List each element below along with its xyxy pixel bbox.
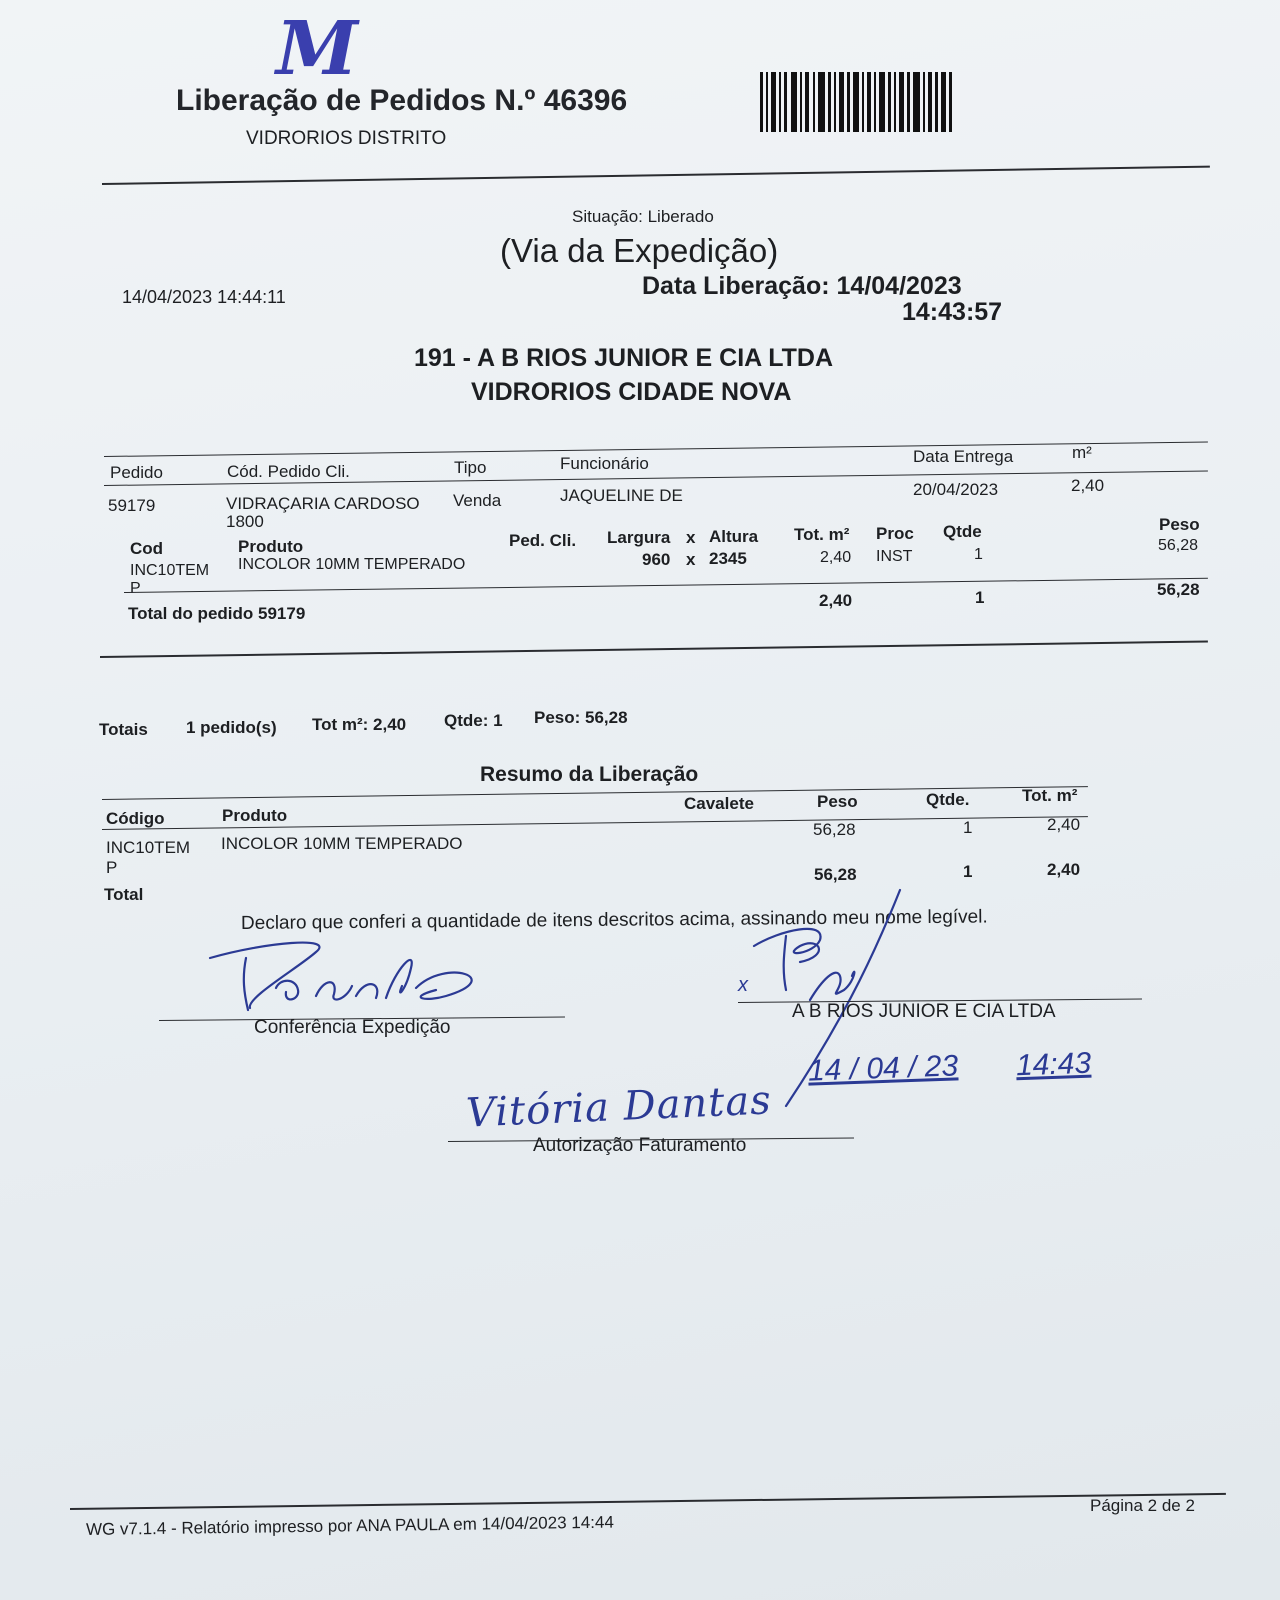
order-funcionario: JAQUELINE DE [560,486,683,505]
resumo-col-peso: Peso [817,792,858,811]
resumo-col-cavalete: Cavalete [684,794,754,813]
data-liberacao-time: 14:43:57 [902,298,1003,326]
company-label: A B RIOS JUNIOR E CIA LTDA [792,1001,1056,1022]
client-store: VIDRORIOS CIDADE NOVA [471,378,792,406]
order-total-qtde: 1 [975,588,985,607]
situacao-status: Situação: Liberado [572,207,714,226]
col-header-ped-cli: Ped. Cli. [509,531,577,550]
conferencia-signature [206,938,506,1018]
footer-report-info: WG v7.1.4 - Relatório impresso por ANA PAULA em 14/04/2023 14:44 [85,1512,614,1539]
logo-letter: M [276,6,354,92]
totals-pedidos: 1 pedido(s) [186,718,277,737]
resumo-row-codigo: INC10TEM [106,838,191,857]
item-produto: INCOLOR 10MM TEMPERADO [238,556,466,573]
resumo-total-label: Total [104,885,144,904]
col-header-m2: m² [1072,443,1092,462]
col-header-altura: Altura [709,527,759,546]
totals-qtde: Qtde: 1 [444,711,503,730]
footer-rule [70,1493,1226,1510]
resumo-row-peso: 56,28 [813,820,856,839]
col-header-qtde: Qtde [943,522,982,541]
order-cod-pedido-cli: VIDRAÇARIA CARDOSO [226,494,420,513]
totals-label: Totais [99,720,148,739]
autorizacao-label: Autorização Faturamento [533,1135,747,1156]
col-header-peso: Peso [1159,515,1200,534]
order-pedido: 59179 [108,496,156,515]
item-tot-m2: 2,40 [820,549,852,566]
resumo-total-peso: 56,28 [814,865,857,884]
header-rule [102,166,1210,185]
item-cod: INC10TEM [130,562,210,579]
col-header-tot-m2: Tot. m² [794,525,850,544]
footer-page-number: Página 2 de 2 [1090,1496,1195,1515]
print-datetime: 14/04/2023 14:44:11 [122,287,286,307]
document-subtitle: VIDRORIOS DISTRITO [246,128,447,149]
col-header-tipo: Tipo [454,458,487,477]
handwritten-x-mark: x [738,974,748,996]
resumo-col-produto: Produto [222,806,288,825]
handwritten-time: 14:43 [1015,1046,1092,1083]
company-logo [276,6,354,92]
col-header-x: x [686,528,696,547]
order-tipo: Venda [453,491,502,510]
order-total-m2: 2,40 [819,591,853,610]
autorizacao-signature: Vitória Dantas [465,1077,773,1137]
item-cod-cont: P [130,580,141,597]
col-header-largura: Largura [607,528,671,547]
item-qtde: 1 [974,546,983,563]
order-m2: 2,40 [1071,476,1105,495]
item-peso: 56,28 [1158,537,1199,554]
order-total-label: Total do pedido 59179 [128,604,306,623]
col-header-produto: Produto [238,537,304,556]
resumo-total-qtde: 1 [963,862,973,881]
resumo-row-codigo-cont: P [106,858,118,877]
col-header-cod: Cod [130,539,164,558]
item-x: x [686,550,696,569]
order-total-rule [124,578,1208,593]
client-name: 191 - A B RIOS JUNIOR E CIA LTDA [414,344,834,372]
barcode [760,72,956,134]
item-altura: 2345 [709,549,747,568]
totals-peso: Peso: 56,28 [534,708,628,727]
resumo-col-codigo: Código [106,809,165,828]
document-title: Liberação de Pedidos N.º 46396 [176,84,628,117]
resumo-col-tot-m2: Tot. m² [1022,786,1078,805]
conferencia-label: Conferência Expedição [254,1017,451,1038]
order-data-entrega: 20/04/2023 [913,480,999,499]
handwritten-date: 14 / 04 / 23 [807,1049,959,1088]
resumo-title: Resumo da Liberação [480,763,699,786]
order-table-top-rule [104,442,1208,457]
col-header-pedido: Pedido [110,463,163,482]
resumo-total-tot-m2: 2,40 [1047,860,1081,879]
resumo-row-produto: INCOLOR 10MM TEMPERADO [221,834,463,853]
declaration-text: Declaro que conferi a quantidade de itens descritos acima, assinando meu nome legível. [240,906,988,934]
order-total-peso: 56,28 [1157,580,1200,599]
item-proc: INST [876,548,913,565]
data-liberacao [642,272,962,301]
data-liberacao-date: 14/04/2023 [836,272,962,300]
col-header-proc: Proc [876,524,914,543]
data-liberacao-label: Data Liberação: [642,272,830,300]
col-header-cod-pedido-cli: Cód. Pedido Cli. [227,462,350,481]
totals-tot-m2: Tot m²: 2,40 [312,715,407,734]
col-header-data-entrega: Data Entrega [913,447,1014,466]
resumo-row-qtde: 1 [963,818,973,837]
via-label: (Via da Expedição) [500,232,779,269]
item-largura: 960 [642,550,671,569]
resumo-row-tot-m2: 2,40 [1047,815,1081,834]
order-table-bottom-rule [100,641,1208,658]
order-cod-pedido-cli-cont: 1800 [226,512,264,531]
col-header-funcionario: Funcionário [560,454,649,473]
resumo-col-qtde: Qtde. [926,790,970,809]
